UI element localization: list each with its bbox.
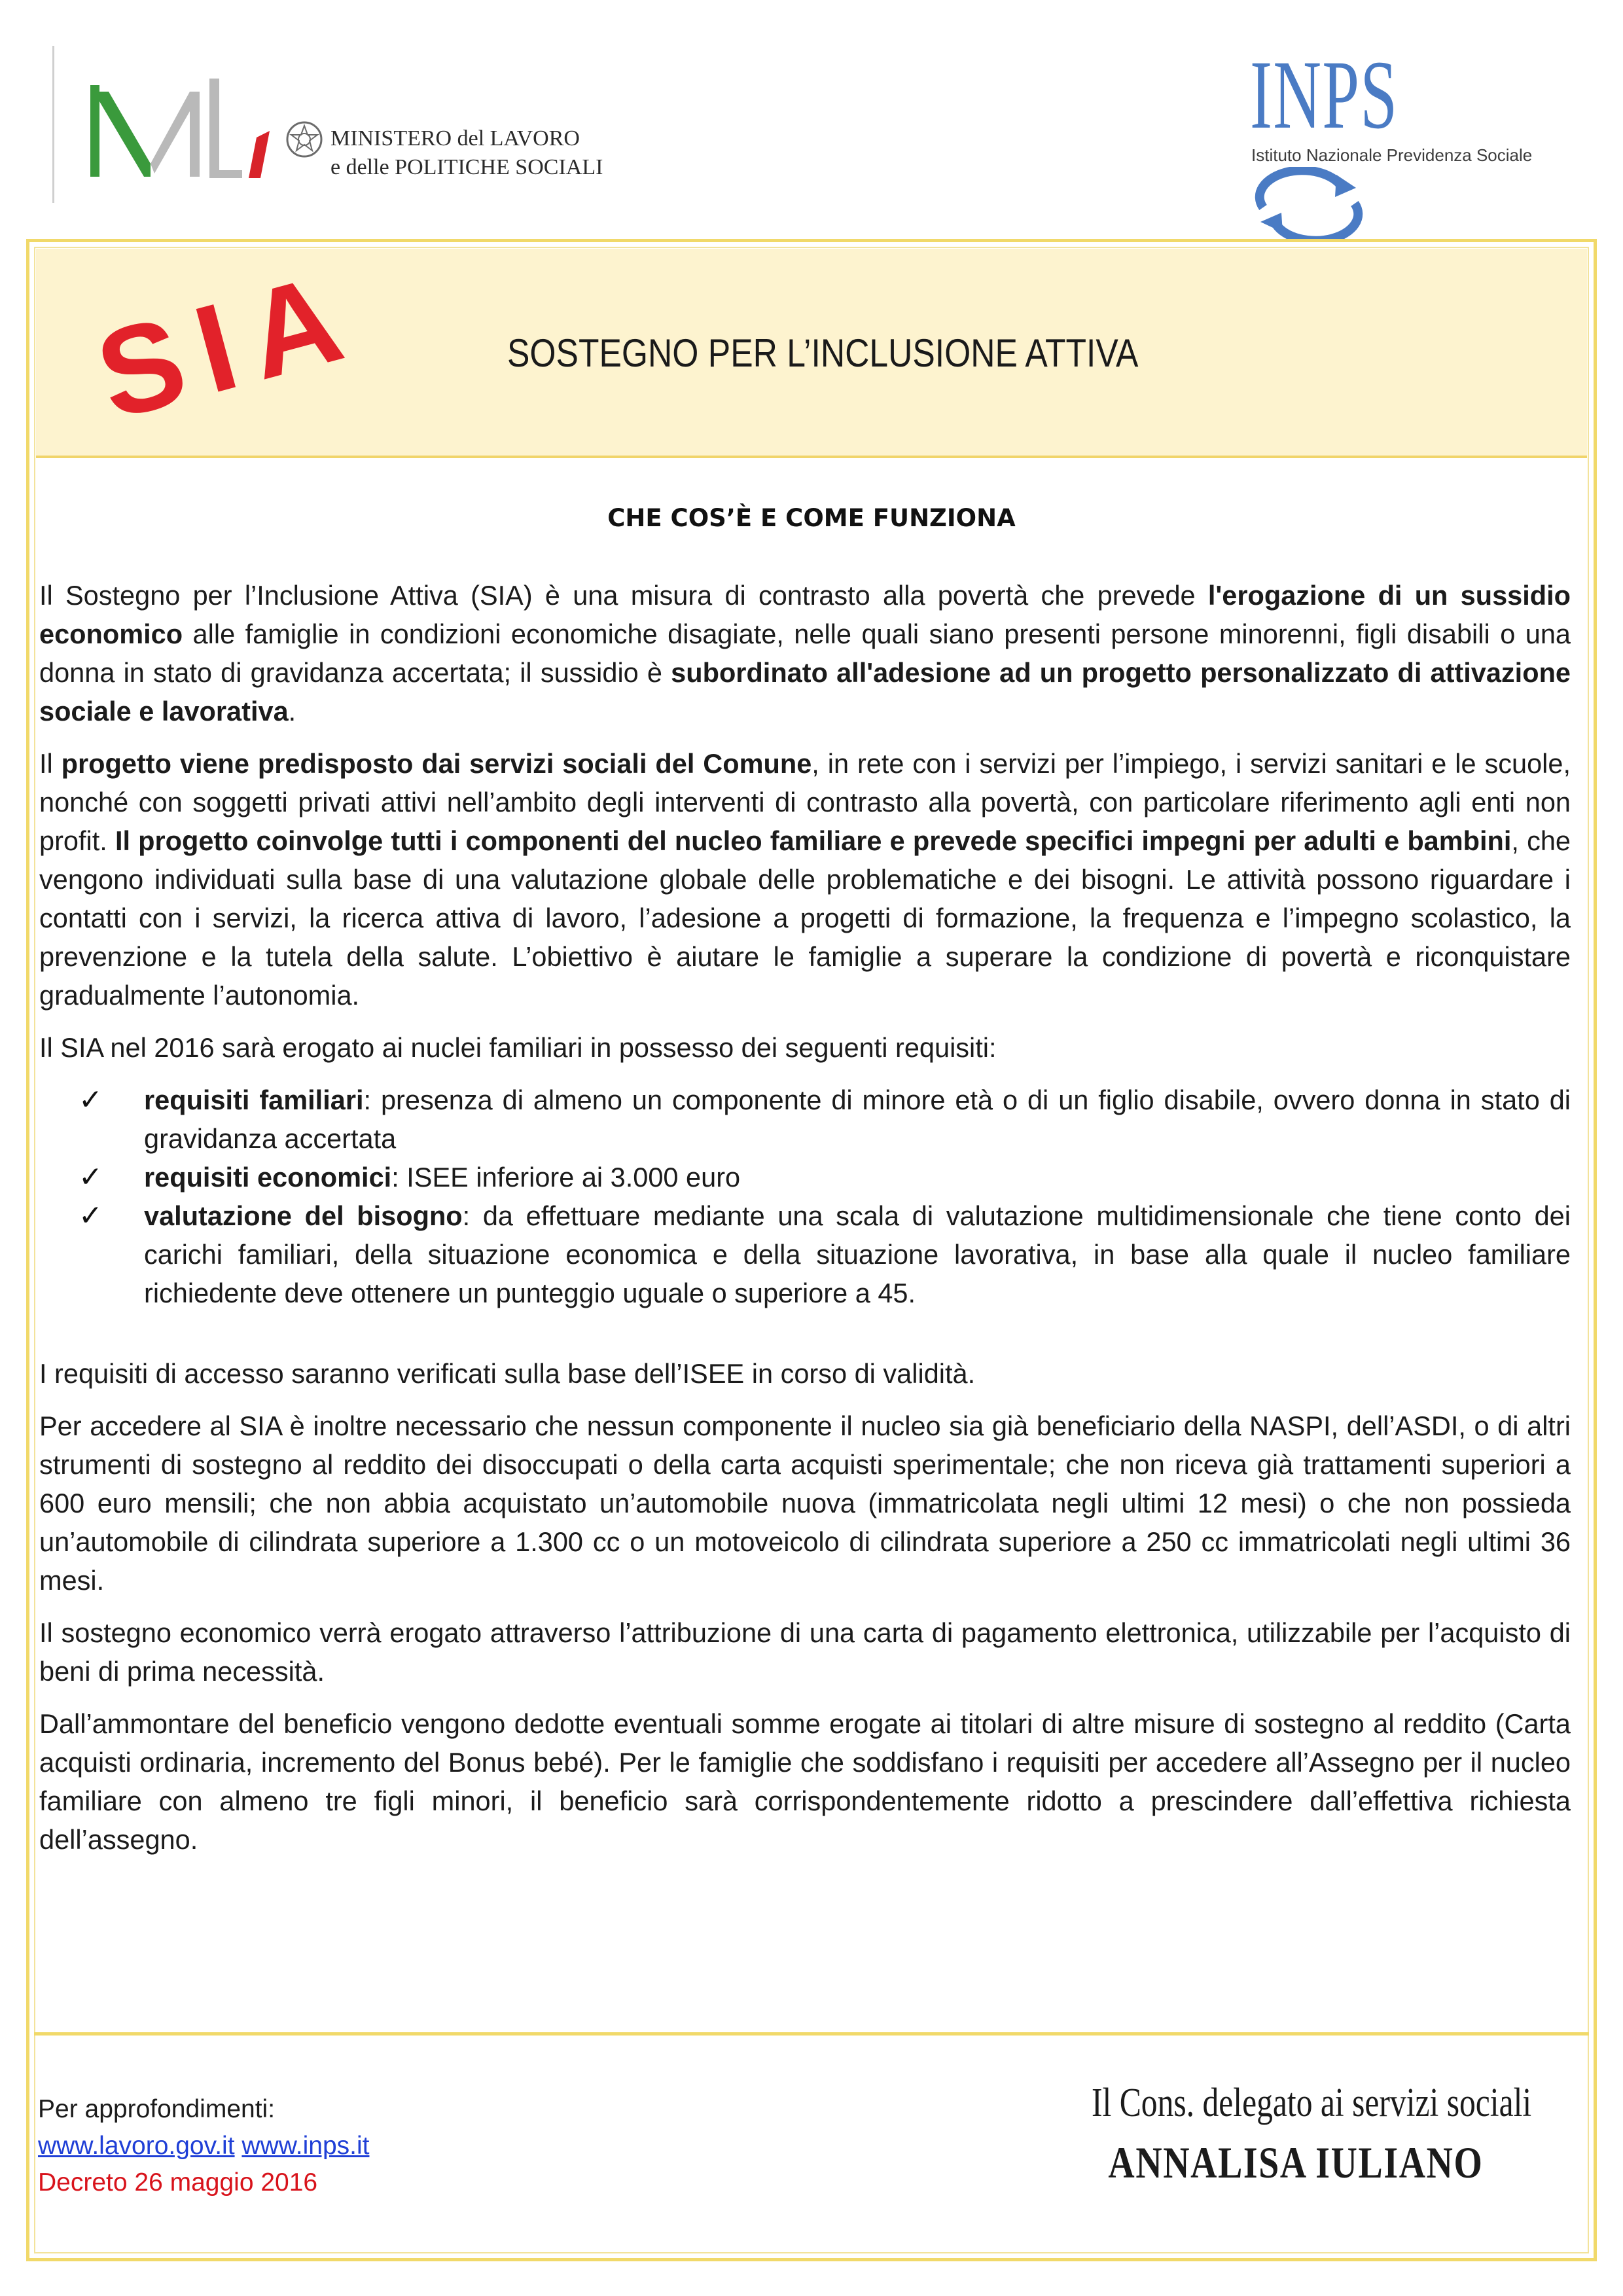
document-body — [39, 576, 1571, 1873]
paragraph-requirements-intro: Il SIA nel 2016 sarà erogato ai nuclei familiari in possesso dei seguenti requisiti: — [39, 1032, 997, 1063]
paragraph-project — [39, 744, 1571, 1014]
logo-divider — [52, 46, 54, 203]
bold-span: subordinato all'adesione ad un progetto personalizzato di attivazione sociale e lavorativa — [39, 657, 1571, 726]
text-span: Il — [39, 748, 62, 779]
text-span: , che vengono individuati sulla base di una valutazione globale delle problematiche e dei bisogni. Le attività possono riguardare i contatti con i servizi, la ricerca attiva di lavoro, l’adesione a progetti di formazione, la frequenza e l’impegno scolastico, la prevenzione e la tutela della salute. L’obiettivo è aiutare le famiglie a superare la condizione di povertà e riconquistare gradualmente l’autonomia. — [39, 825, 1571, 1011]
checkmark-icon: ✓ — [79, 1083, 103, 1117]
republic-emblem-icon — [285, 118, 324, 161]
paragraph-exclusions: Per accedere al SIA è inoltre necessario che nessun componente il nucleo sia già beneficiario della NASPI, dell’ASDI, o di altri strumenti di sostegno al reddito dei disoccupati o della carta acquisti sperimentale; che non riceva già trattamenti superiori a 600 euro mensili; che non abbia acquistato un’automobile nuova (immatricolata negli ultimi 12 mesi) o che non possieda un’automobile di cilindrata superiore a 1.300 cc o un motoveicolo di cilindrata superiore a 250 cc immatricolati negli ultimi 36 mesi. — [39, 1410, 1571, 1596]
checkmark-icon: ✓ — [79, 1160, 103, 1194]
bold-span: l'erogazione di un sussidio economico — [39, 580, 1571, 649]
ministry-name — [330, 124, 603, 182]
title-banner — [36, 243, 1587, 458]
inps-arrows-icon — [1250, 167, 1368, 239]
requirement-text: : da effettuare mediante una scala di valutazione multidimensionale che tiene conto dei carichi familiari, della situazione economica e della situazione lavorativa, in base alla quale il nucleo familiare richiedente deve ottenere un punteggio uguale o superiore a 45. — [144, 1200, 1571, 1308]
inps-wordmark: INPS — [1250, 41, 1399, 149]
requirement-text: : presenza di almeno un componente di minore età o di un figlio disabile, ovvero donna in stato di gravidanza accertata — [144, 1085, 1571, 1154]
signature-role: Il Cons. delegato ai servizi sociali — [1092, 2081, 1532, 2125]
requirement-term: valutazione del bisogno — [144, 1200, 463, 1231]
sia-acronym: SIA — [83, 243, 373, 446]
text-span: . — [288, 696, 296, 726]
footer-links — [38, 2128, 369, 2164]
paragraph-definition — [39, 576, 1571, 730]
text-span: Il Sostegno per l’Inclusione Attiva (SIA) è una misura di contrasto alla povertà che prevede — [39, 580, 1208, 611]
list-item — [39, 1158, 1571, 1196]
text-span: , in rete con i servizi per l’impiego, i servizi sanitari e le scuole, nonché con soggetti privati attivi nell’ambito degli interventi di contrasto alla povertà, con particolare riferimento agli enti non profit. — [39, 748, 1571, 856]
ministry-line-2: e delle POLITICHE SOCIALI — [330, 155, 603, 179]
footer-label: Per approfondimenti: — [38, 2095, 276, 2123]
paragraph-verification: I requisiti di accesso saranno verificati sulla base dell’ISEE in corso di validità. — [39, 1358, 976, 1389]
checkmark-icon: ✓ — [79, 1199, 103, 1232]
link-lavoro[interactable]: www.lavoro.gov.it — [38, 2132, 235, 2160]
section-title: CHE COS’È E COME FUNZIONA — [607, 504, 1016, 532]
requirement-text: : ISEE inferiore ai 3.000 euro — [391, 1162, 741, 1193]
text-span: alle famiglie in condizioni economiche disagiate, nelle quali siano presenti persone minorenni, figli disabili o una donna in stato di gravidanza accertata; il sussidio è — [39, 619, 1571, 688]
inps-logo — [1243, 41, 1558, 242]
ministry-line-1: MINISTERO del LAVORO — [330, 126, 580, 151]
paragraph-payment-card: Il sostegno economico verrà erogato attraverso l’attribuzione di una carta di pagamento elettronica, utilizzabile per l’acquisto di beni di prima necessità. — [39, 1617, 1571, 1687]
m-logo-icon — [85, 65, 281, 180]
signature-name: ANNALISA IULIANO — [1108, 2138, 1484, 2187]
list-item — [39, 1196, 1571, 1312]
link-inps[interactable]: www.inps.it — [241, 2132, 370, 2160]
ministry-logo — [52, 39, 641, 203]
inps-subtitle: Istituto Nazionale Previdenza Sociale — [1251, 145, 1533, 165]
bold-span: Il progetto coinvolge tutti i componenti del nucleo familiare e prevede specifici impegni per adulti e bambini — [115, 825, 1512, 856]
footer-divider — [34, 2032, 1589, 2036]
decree-date: Decreto 26 maggio 2016 — [38, 2168, 318, 2197]
signature-block — [1041, 2075, 1551, 2194]
bold-span: progetto viene predisposto dai servizi sociali del Comune — [61, 748, 812, 779]
requirement-term: requisiti economici — [144, 1162, 392, 1193]
page-title: SOSTEGNO PER L’INCLUSIONE ATTIVA — [507, 331, 1139, 375]
requirements-list — [39, 1081, 1571, 1312]
list-item — [39, 1081, 1571, 1158]
paragraph-deductions: Dall’ammontare del beneficio vengono dedotte eventuali somme erogate ai titolari di altre misure di sostegno al reddito (Carta acquisti ordinaria, incremento del Bonus bebé). Per le famiglie che soddisfano i requisiti per accedere all’Assegno per il nucleo familiare con almeno tre figli minori, il beneficio sarà corrispondentemente ridotto a prescindere dall’effettiva richiesta dell’assegno. — [39, 1708, 1571, 1855]
requirement-term: requisiti familiari — [144, 1085, 364, 1115]
footer-info — [38, 2091, 369, 2201]
